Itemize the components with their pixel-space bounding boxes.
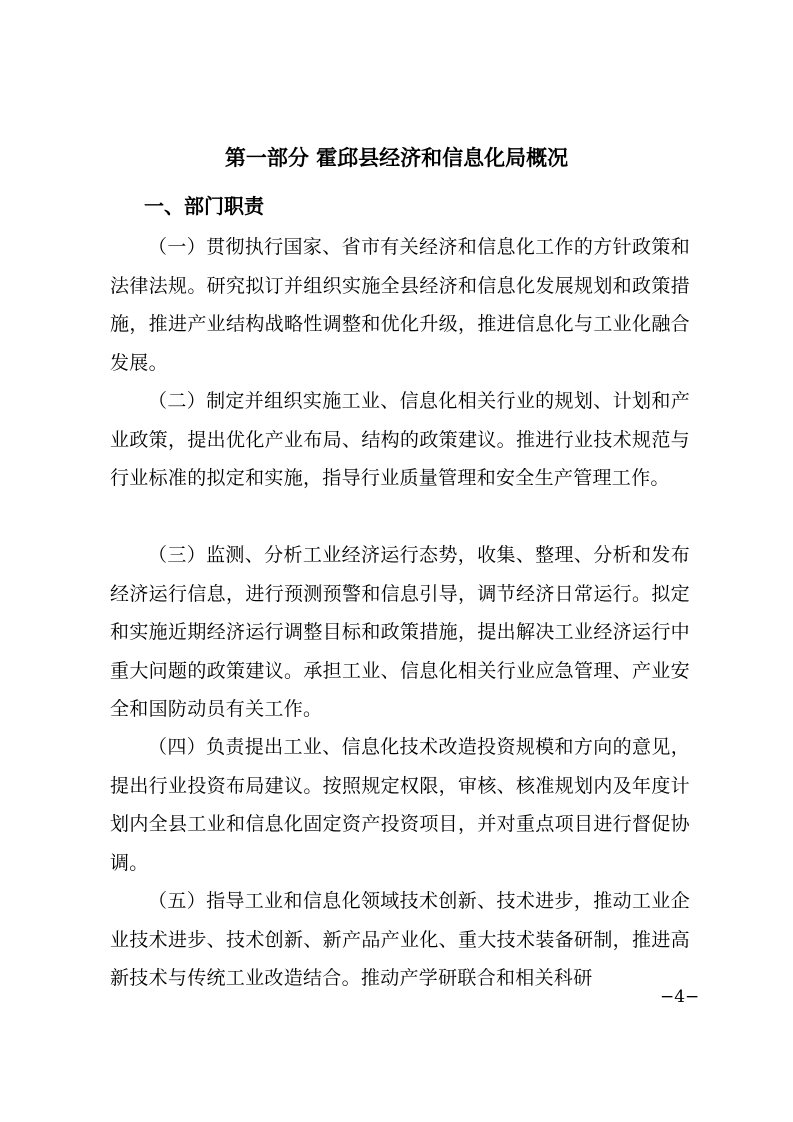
page-title: 第一部分 霍邱县经济和信息化局概况: [224, 146, 569, 170]
paragraph-1: （一）贯彻执行国家、省市有关经济和信息化工作的方针政策和法律法规。研究拟订并组织实施全县经济和信息化发展规划和政策措施，推进产业结构战略性调整和优化升级，推进信息化与工业化融合发展。: [110, 236, 690, 374]
paragraph-5: （五）指导工业和信息化领域技术创新、技术进步，推动工业企业技术进步、技术创新、新产品产业化、重大技术装备研制，推进高新技术与传统工业改造结合。推动产学研联合和相关科研: [110, 890, 690, 989]
paragraph-4: （四）负责提出工业、信息化技术改造投资规模和方向的意见，提出行业投资布局建议。按照规定权限，审核、核准规划内及年度计划内全县工业和信息化固定资产投资项目，并对重点项目进行督促协调。: [110, 736, 690, 874]
section-heading: 一、部门职责: [144, 194, 264, 218]
page-number: −4−: [660, 987, 700, 1007]
paragraph-2: （二）制定并组织实施工业、信息化相关行业的规划、计划和产业政策，提出优化产业布局、结构的政策建议。推进行业技术规范与行业标准的拟定和实施，指导行业质量管理和安全生产管理工作。: [110, 390, 690, 489]
paragraph-3: （三）监测、分析工业经济运行态势，收集、整理、分析和发布经济运行信息，进行预测预警和信息引导，调节经济日常运行。拟定和实施近期经济运行调整目标和政策措施，提出解决工业经济运行中重大问题的政策建议。承担工业、信息化相关行业应急管理、产业安全和国防动员有关工作。: [110, 544, 690, 720]
